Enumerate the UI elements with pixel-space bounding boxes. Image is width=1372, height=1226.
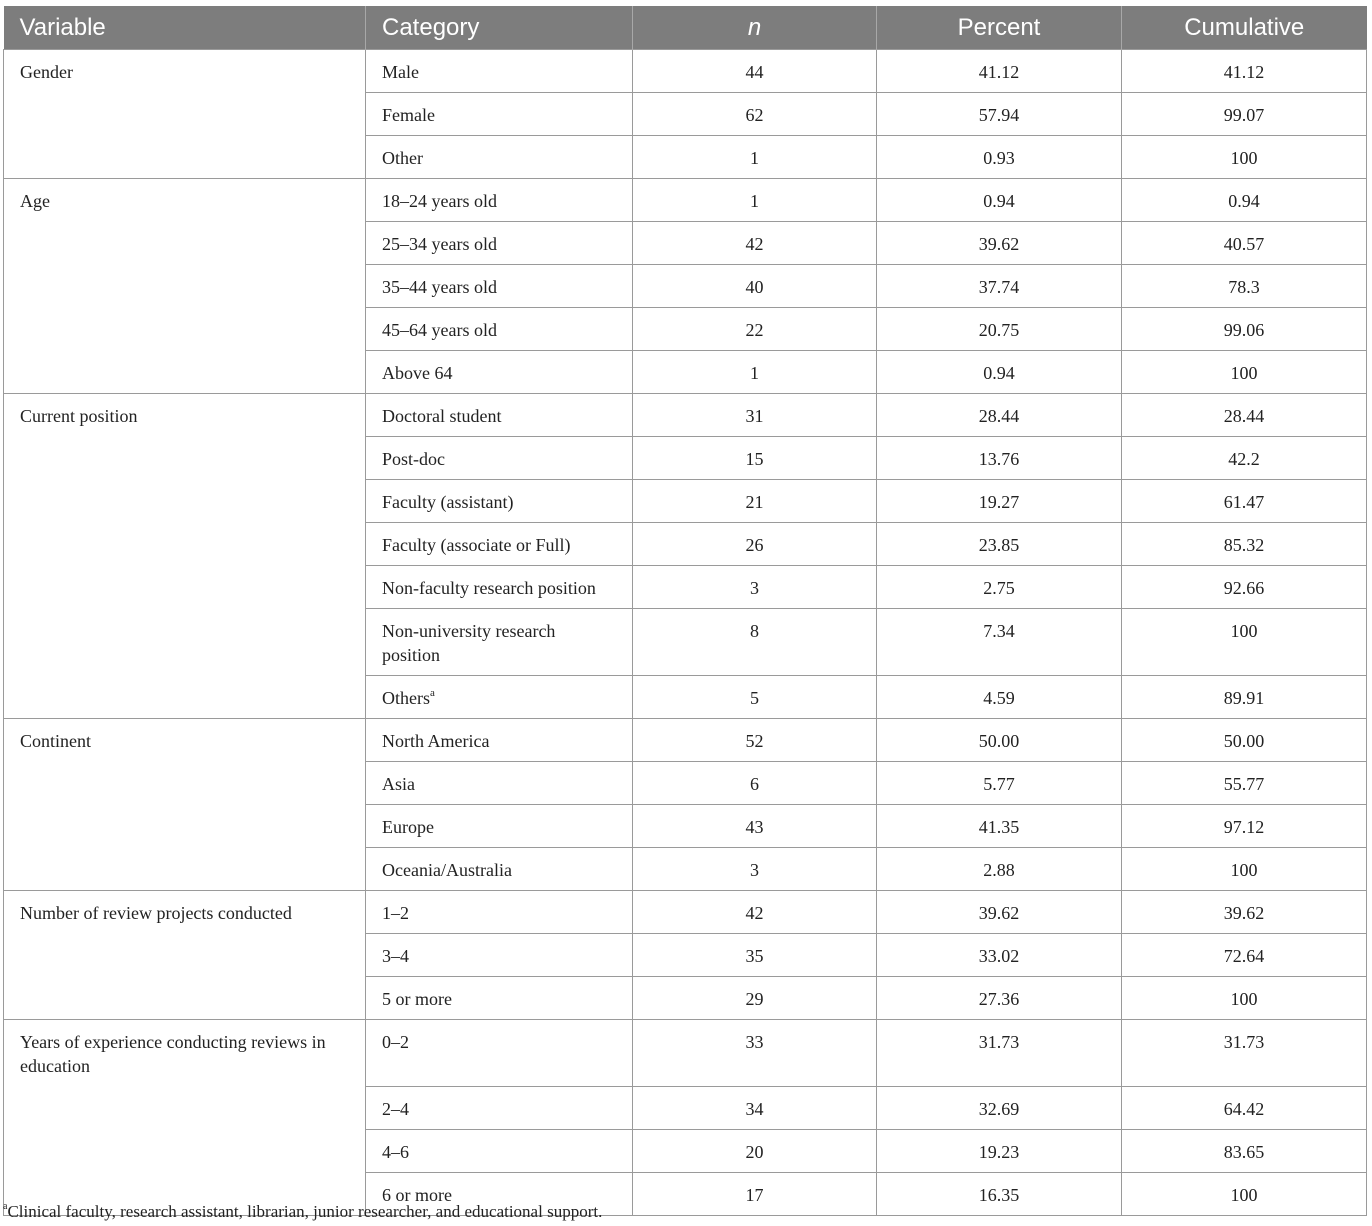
percent-cell: 5.77 (877, 762, 1122, 805)
percent-cell: 20.75 (877, 308, 1122, 351)
header-category: Category (366, 6, 633, 50)
category-label: Doctoral student (382, 406, 502, 426)
cumulative-cell: 64.42 (1122, 1087, 1367, 1130)
table-header (4, 6, 1367, 50)
category-label: Asia (382, 774, 415, 794)
category-cell (366, 308, 633, 351)
n-cell: 3 (633, 566, 877, 609)
n-cell: 26 (633, 523, 877, 566)
header-variable: Variable (4, 6, 366, 50)
category-label: Faculty (associate or Full) (382, 535, 571, 555)
n-cell: 62 (633, 93, 877, 136)
category-cell (366, 566, 633, 609)
category-label: 2–4 (382, 1099, 409, 1119)
cumulative-cell: 28.44 (1122, 394, 1367, 437)
cumulative-cell: 89.91 (1122, 676, 1367, 719)
category-label: Post-doc (382, 449, 445, 469)
n-cell: 52 (633, 719, 877, 762)
cumulative-cell: 92.66 (1122, 566, 1367, 609)
category-cell (366, 934, 633, 977)
percent-cell: 0.93 (877, 136, 1122, 179)
cumulative-cell: 39.62 (1122, 891, 1367, 934)
category-cell (366, 523, 633, 566)
variable-cell: Years of experience conducting reviews in education (4, 1020, 366, 1216)
category-label: Others (382, 688, 430, 708)
category-label: 45–64 years old (382, 320, 497, 340)
cumulative-cell: 0.94 (1122, 179, 1367, 222)
percent-cell: 23.85 (877, 523, 1122, 566)
n-cell: 17 (633, 1173, 877, 1216)
footnote-marker: a (3, 1201, 8, 1213)
n-cell: 1 (633, 136, 877, 179)
category-cell (366, 1020, 633, 1087)
category-cell (366, 93, 633, 136)
cumulative-cell: 83.65 (1122, 1130, 1367, 1173)
table-row (4, 394, 1367, 437)
category-cell (366, 1130, 633, 1173)
n-cell: 33 (633, 1020, 877, 1087)
n-cell: 43 (633, 805, 877, 848)
category-label: Europe (382, 817, 434, 837)
category-cell (366, 977, 633, 1020)
percent-cell: 33.02 (877, 934, 1122, 977)
category-cell (366, 136, 633, 179)
category-label: 18–24 years old (382, 191, 497, 211)
category-label: Non-university research position (382, 621, 556, 665)
category-cell (366, 437, 633, 480)
percent-cell: 50.00 (877, 719, 1122, 762)
percent-cell: 28.44 (877, 394, 1122, 437)
percent-cell: 0.94 (877, 179, 1122, 222)
percent-cell: 37.74 (877, 265, 1122, 308)
percent-cell: 16.35 (877, 1173, 1122, 1216)
category-label: 1–2 (382, 903, 409, 923)
demographics-table (3, 6, 1367, 1216)
cumulative-cell: 100 (1122, 1173, 1367, 1216)
n-cell: 6 (633, 762, 877, 805)
cumulative-cell: 72.64 (1122, 934, 1367, 977)
category-cell (366, 805, 633, 848)
cumulative-cell: 100 (1122, 977, 1367, 1020)
header-cumulative: Cumulative (1122, 6, 1367, 50)
category-cell (366, 351, 633, 394)
n-cell: 31 (633, 394, 877, 437)
header-n: n (633, 6, 877, 50)
cumulative-cell: 100 (1122, 351, 1367, 394)
category-cell (366, 265, 633, 308)
category-label: 25–34 years old (382, 234, 497, 254)
percent-cell: 39.62 (877, 891, 1122, 934)
percent-cell: 2.88 (877, 848, 1122, 891)
n-cell: 5 (633, 676, 877, 719)
table-row (4, 1020, 1367, 1087)
footnote-text: Clinical faculty, research assistant, librarian, junior researcher, and educational support. (7, 1202, 603, 1221)
cumulative-cell: 41.12 (1122, 50, 1367, 93)
n-cell: 3 (633, 848, 877, 891)
cumulative-cell: 97.12 (1122, 805, 1367, 848)
cumulative-cell: 61.47 (1122, 480, 1367, 523)
category-label: 5 or more (382, 989, 452, 1009)
category-cell (366, 676, 633, 719)
category-cell (366, 891, 633, 934)
percent-cell: 13.76 (877, 437, 1122, 480)
n-cell: 22 (633, 308, 877, 351)
category-cell (366, 179, 633, 222)
n-cell: 44 (633, 50, 877, 93)
category-label: 6 or more (382, 1185, 452, 1205)
n-cell: 29 (633, 977, 877, 1020)
category-cell (366, 609, 633, 676)
table-row (4, 891, 1367, 934)
cumulative-cell: 50.00 (1122, 719, 1367, 762)
cumulative-cell: 99.07 (1122, 93, 1367, 136)
percent-cell: 39.62 (877, 222, 1122, 265)
category-label: Male (382, 62, 419, 82)
percent-cell: 31.73 (877, 1020, 1122, 1087)
percent-cell: 57.94 (877, 93, 1122, 136)
category-label: 35–44 years old (382, 277, 497, 297)
n-cell: 20 (633, 1130, 877, 1173)
table-row (4, 50, 1367, 93)
percent-cell: 32.69 (877, 1087, 1122, 1130)
percent-cell: 19.27 (877, 480, 1122, 523)
category-cell (366, 394, 633, 437)
category-cell (366, 848, 633, 891)
percent-cell: 41.35 (877, 805, 1122, 848)
category-label: Faculty (assistant) (382, 492, 514, 512)
table-row (4, 719, 1367, 762)
cumulative-cell: 100 (1122, 848, 1367, 891)
n-cell: 34 (633, 1087, 877, 1130)
n-cell: 8 (633, 609, 877, 676)
category-label: Oceania/Australia (382, 860, 512, 880)
cumulative-cell: 31.73 (1122, 1020, 1367, 1087)
variable-cell: Number of review projects conducted (4, 891, 366, 1020)
demographics-table-container (3, 6, 1366, 1216)
category-cell (366, 762, 633, 805)
cumulative-cell: 78.3 (1122, 265, 1367, 308)
category-label: Non-faculty research position (382, 578, 596, 598)
cumulative-cell: 55.77 (1122, 762, 1367, 805)
n-cell: 1 (633, 179, 877, 222)
category-label: 0–2 (382, 1032, 409, 1052)
n-cell: 42 (633, 222, 877, 265)
n-cell: 40 (633, 265, 877, 308)
cumulative-cell: 85.32 (1122, 523, 1367, 566)
n-cell: 15 (633, 437, 877, 480)
percent-cell: 19.23 (877, 1130, 1122, 1173)
percent-cell: 0.94 (877, 351, 1122, 394)
cumulative-cell: 40.57 (1122, 222, 1367, 265)
category-label: 3–4 (382, 946, 409, 966)
percent-cell: 27.36 (877, 977, 1122, 1020)
cumulative-cell: 42.2 (1122, 437, 1367, 480)
category-cell (366, 719, 633, 762)
n-cell: 42 (633, 891, 877, 934)
category-label: Other (382, 148, 423, 168)
category-cell (366, 222, 633, 265)
variable-cell: Gender (4, 50, 366, 179)
footnote-marker: a (430, 687, 435, 699)
header-row (4, 6, 1367, 50)
table-row (4, 179, 1367, 222)
category-cell (366, 480, 633, 523)
percent-cell: 2.75 (877, 566, 1122, 609)
category-label: North America (382, 731, 490, 751)
variable-cell: Current position (4, 394, 366, 719)
percent-cell: 41.12 (877, 50, 1122, 93)
percent-cell: 4.59 (877, 676, 1122, 719)
category-cell (366, 1087, 633, 1130)
variable-cell: Age (4, 179, 366, 394)
category-cell (366, 50, 633, 93)
category-label: 4–6 (382, 1142, 409, 1162)
n-cell: 35 (633, 934, 877, 977)
category-label: Above 64 (382, 363, 453, 383)
category-label: Female (382, 105, 435, 125)
cumulative-cell: 100 (1122, 136, 1367, 179)
n-cell: 1 (633, 351, 877, 394)
table-body (4, 50, 1367, 1216)
percent-cell: 7.34 (877, 609, 1122, 676)
cumulative-cell: 99.06 (1122, 308, 1367, 351)
n-cell: 21 (633, 480, 877, 523)
cumulative-cell: 100 (1122, 609, 1367, 676)
header-percent: Percent (877, 6, 1122, 50)
variable-cell: Continent (4, 719, 366, 891)
table-footnote (3, 1202, 602, 1222)
